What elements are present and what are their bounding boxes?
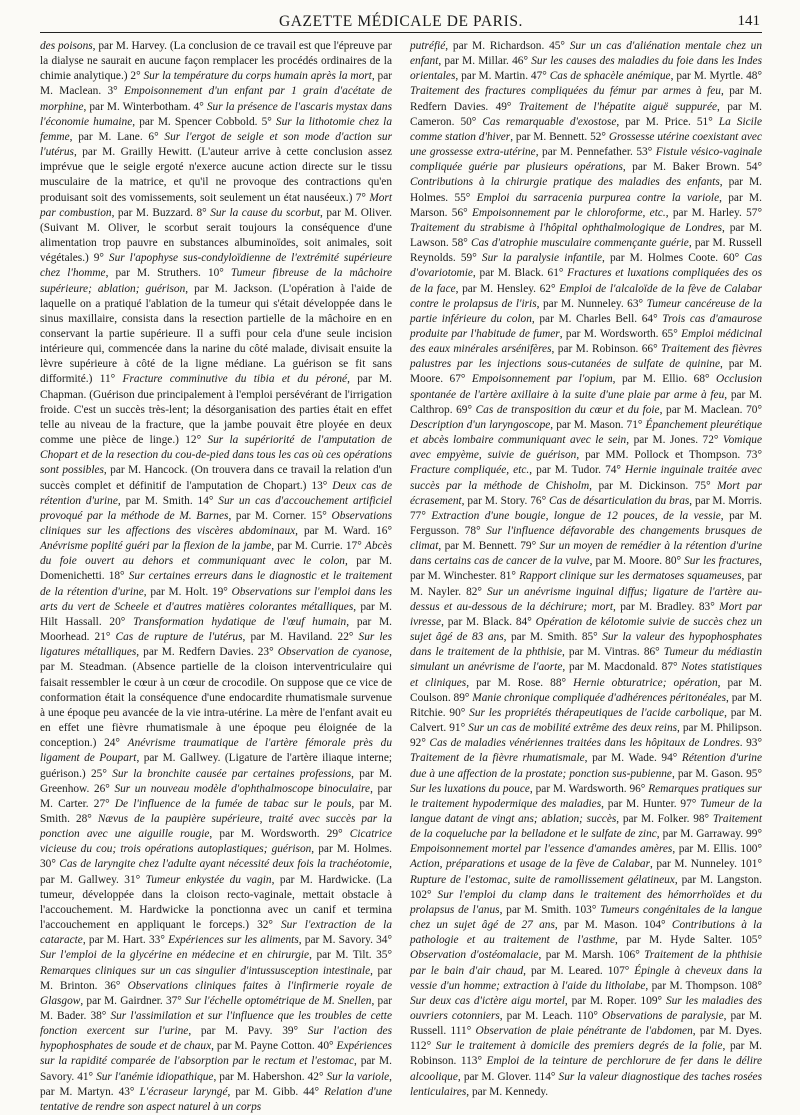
entry-text: , par M. Bradley. 83° (613, 600, 720, 613)
entry-text: , par M. Ritchie. 90° (410, 691, 762, 719)
entry-title: Emploi médicinal des eaux minérales arsénifères (410, 327, 762, 356)
entry-title: Anévrisme poplité guéri par la flexion de la jambe (40, 540, 272, 553)
entry-text: , par M. Nunneley. 101° (650, 858, 762, 871)
entry-text: , par M. Richardson. 45° (445, 40, 570, 52)
entry-text: , par M. Vintras. 86° (562, 646, 664, 659)
entry-title: L'écraseur laryngé (139, 1085, 228, 1098)
entry-title: Observations de paralysie (602, 1010, 724, 1022)
entry-title: Sur la lithotomie chez la femme (40, 115, 392, 143)
right-column (410, 39, 763, 1098)
entry-text: , par M. Gallwey. (Ligature de l'artère iliaque interne; guérison.) 25° (40, 752, 393, 780)
entry-title: Sur l'emploi du clamp dans le traitement des hémorrhoïdes et du prolapsus de l'anus (410, 888, 763, 916)
entry-title: Sur la bronchite causée par certaines professions (112, 767, 352, 780)
entry-text: , par M. Buzzard. 8° (111, 206, 211, 219)
entry-text: , par M. Moore. 67° (410, 358, 762, 386)
entry-title: Observation de cyanose (277, 646, 390, 659)
entry-text: , par M. Gairdner. 37° (80, 994, 186, 1007)
entry-text: , par M. Gallwey. 31° (40, 858, 393, 886)
entry-text: , par MM. Pollock et Thompson. 73° (576, 449, 763, 462)
entry-title: Notes statistiques et cliniques (410, 661, 762, 689)
entry-text: , par M. Payne Cotton. 40° (211, 1040, 337, 1053)
entry-title: putréfié (410, 40, 446, 52)
entry-text: , par M. Bader. 38° (40, 994, 393, 1022)
entry-text: , par M. Moorhead. 21° (40, 615, 393, 644)
entry-title: Hernie obturatrice; opération (573, 676, 718, 689)
entry-text: , par M. Hardwicke. (La tumeur, développée dans la cloison recto-vaginale, mettait obstacle à l'accouchement. M. Hardwicke la ponctionna avec un canif et termina l'accouchement en appliquant le forceps.) 32° (40, 873, 392, 932)
left-column (40, 39, 393, 1113)
entry-text: , par M. Tudor. 74° (529, 464, 626, 477)
entry-text: , par M. Calvert. 91° (410, 706, 762, 735)
entry-text: , par M. Ward. 16° (295, 525, 392, 537)
entry-title: Sur l'assimilation et sur l'influence que les troubles de cette fonction exercent sur l'urine (40, 1010, 392, 1038)
entry-text: , par M. Nunneley. 63° (536, 297, 647, 310)
entry-text: , par M. Thompson. 108° (645, 979, 762, 992)
entry-title: Sur un nouveau modèle d'ophthalmoscope binoculaire (114, 782, 371, 795)
entry-text: , par M. Hyde Salter. 105° (615, 934, 762, 947)
entry-title: Sur le traitement à domicile des premiers degrés de la folie (435, 1040, 723, 1053)
entry-text: , par M. Bennett. 52° (510, 130, 609, 143)
entry-title: Sur l'anémie idiopathique (96, 1070, 214, 1083)
entry-title: Tumeur cancéreuse de la partie inférieure du colon (410, 297, 762, 325)
entry-text: , par M. Price. 51° (616, 115, 719, 128)
entry-title: Abcès du foie ouvert au dehors et communiquant avec le colon (40, 540, 392, 568)
entry-text: , par M. Garraway. 99° (656, 828, 762, 841)
entry-text: , par M. Cameron. 50° (410, 100, 762, 128)
entry-title: Sur les luxations du pouce (410, 782, 530, 795)
entry-title: Traitement de la fièvre rhumatismale (410, 752, 585, 765)
entry-text: , par M. Habershon. 42° (213, 1070, 327, 1083)
entry-text: , par M. Millar. 46° (438, 55, 532, 68)
entry-title: Remarques pratiques sur le traitement hypodermique des maladies (410, 782, 762, 810)
entry-text: , par M. Wade. 94° (584, 752, 682, 765)
entry-title: Tumeur du médiastin simulant un anévrisme de l'aorte (410, 646, 763, 674)
entry-text: , par M. Dickinson. 75° (589, 479, 718, 492)
entry-text: , par M. Charles Bell. 64° (531, 312, 663, 325)
entry-title: Sur l'extraction de la cataracte (40, 919, 392, 947)
entry-text: , par M. Gibb. 44° (227, 1085, 325, 1098)
entry-title: Sur certaines erreurs dans le diagnostic et le traitement de la rétention d'urine (40, 570, 392, 598)
entry-title: Fracture comminutive du tibia et du péroné (122, 373, 348, 386)
entry-text: , par M. Hilt Hassall. 20° (40, 600, 392, 628)
entry-text: , par M. Ellio. 68° (612, 373, 716, 386)
text-columns (40, 39, 763, 1113)
entry-text: , par M. Harley. 57° (665, 206, 762, 219)
entry-text: , par M. Winchester. 81° (410, 555, 762, 583)
entry-title: Observations sur l'emploi dans les arts du vert de Scheele et d'autres matières colorantes métalliques (40, 585, 392, 613)
entry-text: , par M. Russell. 111° (410, 1010, 762, 1038)
entry-text: , par M. Spencer Cobbold. 5° (132, 115, 276, 128)
entry-text: , par M. Winterbotham. 4° (83, 100, 207, 113)
entry-text: , par M. Hancock. (On trouvera dans ce travail la relation d'un succès complet et définitif de l'amputation de Chopart.) 13° (40, 464, 393, 492)
entry-text: , par M. Oliver. (Suivant M. Oliver, le scorbut serait toujours la conséquence d'une alimentation trop pauvre en substances albuminoïdes, soit animales, soit végétales.) 9° (40, 206, 392, 265)
entry-text: , par M. Holmes. 55° (410, 176, 762, 204)
entry-title: Mort par ivresse (410, 600, 762, 628)
entry-text: , par M. Leach. 110° (499, 1010, 603, 1022)
entry-text: , par M. Smith. 28° (40, 797, 392, 825)
entry-title: Sur les propriétés thérapeutiques de l'acide carbolique (469, 706, 725, 719)
entry-title: Cas de laryngite chez l'adulte ayant nécessité deux fois la trachéotomie (59, 858, 390, 871)
entry-title: Rétention d'urine due à une affection de la prostate; ponction sus-pubienne (410, 752, 762, 780)
entry-text: , par M. Pavy. 39° (188, 1025, 308, 1038)
entry-text: , par M. Wardsworth. 96° (529, 782, 649, 795)
entry-text: , par M. Kennedy. (466, 1085, 549, 1098)
entry-text: , par M. Redfern Davies. 23° (136, 646, 278, 659)
entry-title: Occlusion spontanée de l'artère axillaire à la suite d'une plaie par arme à feu (410, 373, 762, 401)
entry-title: Sur un anévrisme inguinal diffus; ligature de l'artère au-dessus et au-dessous de la déchirure; mort (410, 585, 762, 613)
entry-title: Traitement de la phthisie par le bain d'air chaud (410, 949, 762, 977)
entry-text: , par M. Haviland. 22° (242, 631, 359, 644)
entry-title: Sur l'ergot de seigle et son mode d'action sur l'utérus (40, 130, 392, 159)
entry-title: Emploi de l'alcaloïde de la fève de Calabar contre le prolapsus de l'iris (410, 282, 762, 310)
entry-text: , par M. Dyes. 112° (410, 1025, 762, 1053)
entry-text: , par M. Greenhow. 26° (40, 767, 392, 795)
entry-title: des poisons (40, 40, 93, 52)
entry-title: Sur la paralysie infantile (481, 252, 603, 265)
entry-text: , par M. Maclean. 3° (40, 70, 393, 98)
entry-text: , par M. Morris. 77° (410, 494, 762, 522)
entry-title: Observations cliniques faites à l'infirmerie royale de Glasgow (40, 979, 392, 1007)
entry-text: , par M. Jackson. (L'opération à l'aide de laquelle on a pratiqué l'ablation de la tumeur qui s'était développée dans le sinus maxillaire, consista dans la resection partielle de la mâchoire en en conservant la partie supérieure. Il a suffi pour cela d'une seule incision intérieure qui, commencée dans la narine du côté malade, divisait ensuite la lèvre supérieure à côté de la ligne médiane. La guérison se fit sans difformité.) 11° (40, 282, 393, 386)
entry-title: Sur les fractures (684, 555, 760, 568)
entry-text: , par M. Fergusson. 78° (410, 509, 762, 537)
entry-text: , par M. Langston. 102° (410, 873, 762, 901)
entry-title: Sur la valeur diagnostique des taches rosées lenticulaires (410, 1070, 762, 1098)
entry-title: Empoisonnement par le chloroforme, etc. (471, 206, 666, 219)
entry-text: , par M. Hart. 33° (82, 934, 169, 947)
entry-title: Vomique avec empyème, suivie de guérison (410, 434, 762, 462)
entry-title: Cas de sphacèle anémique (549, 70, 671, 83)
entry-title: Empoisonnement d'un enfant par 1 grain d'acétate de morphine (40, 85, 392, 113)
entry-title: Contributions à la chirurgie pratique des maladies des enfants (410, 176, 720, 189)
entry-text: , par M. Myrtle. 48° (670, 70, 763, 83)
entry-text: , par M. Pennefather. 53° (535, 146, 656, 159)
entry-title: Empoisonnement mortel par l'essence d'amandes amères (410, 843, 673, 856)
entry-title: Transformation hydatique de l'œuf humain (133, 615, 347, 628)
entry-text: , par M. Jones. 72° (626, 434, 723, 447)
entry-title: Sur l'influence défavorable des changements brusques de climat (410, 525, 762, 553)
entry-text: , par M. Moore. 80° (589, 555, 685, 568)
entry-title: Fracture compliquée, etc. (410, 464, 530, 477)
entry-text: , par M. Currie. 17° (271, 540, 365, 553)
entry-text: , par M. Brinton. 36° (40, 964, 393, 992)
entry-text: , par M. Wordsworth. 29° (209, 828, 350, 841)
entry-text: , par M. Roper. 109° (564, 994, 666, 1007)
entry-title: Sur les causes des maladies du foie dans les Indes orientales (410, 55, 762, 83)
entry-text: , par M. Domenichetti. 18° (40, 555, 392, 583)
entry-text: , par M. Harvey. (La conclusion de ce travail est que l'épreuve par la dialyse ne saurait en aucune façon remplacer les procédés ordinaires de la chimie analytique.) 2° (40, 40, 392, 83)
entry-text: , par M. Hensley. 62° (455, 282, 560, 295)
entry-title: Traitement des fractures compliquées du fémur par armes à feu (410, 85, 721, 98)
entry-text: , par M. Robinson. 113° (410, 1040, 762, 1068)
entry-text: , par M. Story. 76° (461, 494, 550, 507)
entry-title: Cas remarquable d'exostose (482, 115, 617, 128)
entry-title: Sur les maladies des ouvriers cotonniers (410, 994, 762, 1022)
entry-title: Opération de kélotomie suivie de succès chez un sujet âgé de 83 ans (410, 615, 762, 644)
entry-text: , par M. Ellis. 100° (672, 843, 762, 856)
entry-title: Observation d'ostéomalacie (410, 949, 539, 962)
entry-text: , par M. Corner. 15° (228, 509, 332, 522)
entry-title: Sur la cause du scorbut (210, 206, 321, 219)
entry-title: Sur l'apophyse sus-condyloïdienne de l'extrémité supérieure chez l'homme (40, 252, 392, 280)
entry-title: Sur l'emploi de la glycérine en médecine et en chirurgie (40, 949, 310, 962)
entry-title: Rupture de l'estomac, suite de ramollissement gélatineux (410, 873, 675, 886)
entry-title: Cas d'ovariotomie (410, 252, 762, 280)
entry-text: , par M. Smith. 103° (499, 903, 601, 916)
entry-text: , par M. Martyn. 43° (40, 1070, 392, 1098)
entry-text: , par M. Baker Brown. 54° (622, 161, 762, 174)
entry-title: Emploi de la teinture de perchlorure de fer dans le délire alcoolique (410, 1055, 762, 1083)
entry-title: Cas de maladies vénériennes traitées dans les hôpitaux de Londres (429, 737, 740, 750)
entry-text: , par M. Folker. 98° (616, 812, 713, 825)
entry-title: Sur l'action des hypophosphates de soude et de chaux (40, 1025, 393, 1053)
entry-text: , par M. Marsh. 106° (538, 949, 645, 962)
entry-title: Tumeur fibreuse de la mâchoire supérieure; ablation; guérison (40, 267, 392, 295)
entry-text: , par M. Mason. 104° (554, 919, 672, 932)
entry-text: , par M. Wordsworth. 65° (559, 327, 682, 340)
entry-title: Extraction d'une bougie, longue de 12 pouces, de la vessie (431, 509, 721, 522)
right-column-text (410, 39, 762, 1100)
entry-text: , par M. Black. 84° (441, 615, 536, 628)
entry-text: , par M. Russell Reynolds. 59° (410, 237, 763, 265)
entry-title: Remarques cliniques sur un cas singulier d'intussusception intestinale (40, 964, 371, 977)
entry-title: Manie chronique compliquée d'adhérences péritonéales (472, 691, 727, 704)
entry-title: Cas de rupture de l'utérus (115, 631, 243, 644)
entry-text: , par M. Maclean. 70° (659, 403, 762, 416)
entry-title: Observations cliniques sur les affections des viscères abdominaux (40, 509, 392, 537)
entry-title: Sur l'échelle optométrique de M. Snellen (185, 994, 372, 1007)
entry-text: , par M. Tilt. 35° (309, 949, 392, 962)
entry-title: Traitement des fièvres palustres par les injections sous-cutanées de sulfate de quinine (410, 343, 762, 371)
journal-title: GAZETTE MÉDICALE DE PARIS. (278, 13, 524, 30)
entry-title: Traitement de la coqueluche par la belladone et le sulfate de zinc (410, 812, 762, 841)
page-header (40, 10, 762, 33)
entry-text: , par M. Steadman. (Absence partielle de la cloison interventriculaire qui faisait ressembler le cœur à un cœur de crocodile. On suppose que ce vice de conformation était la conséquence d'une endocardite rhumatismale survenue à une époque peu avancée de la vie intra-utérine. La mère de l'enfant avait eu en effet une fièvre rhumatismale à une époque peu éloignée de la conception.) 24° (40, 646, 392, 750)
entry-text: , par M. Smith. 14° (117, 494, 219, 507)
entry-title: Tumeurs congénitales de la langue chez un sujet âgé de 27 ans (410, 903, 762, 932)
entry-title: Rapport clinique sur les dermatoses squameuses (519, 570, 742, 583)
entry-text: , par M. Martin. 47° (455, 70, 550, 83)
entry-title: Sur un moyen de remédier à la rétention d'urine dans certains cas de cancer de la vulve (410, 540, 763, 568)
entry-title: Cas de désarticulation du bras (549, 494, 690, 507)
entry-title: De l'influence de la fumée de tabac sur le pouls (114, 797, 352, 810)
entry-text: , par M. Hunter. 97° (601, 797, 701, 810)
entry-title: La Sicile comme station d'hiver (410, 115, 762, 143)
entry-text: , par M. Lawson. 58° (410, 221, 763, 250)
entry-title: Expériences sur les aliments (168, 934, 299, 947)
entry-text: , par M. Coulson. 89° (410, 676, 763, 704)
entry-title: Emploi du sarracenia purpurea contre la variole (476, 191, 720, 204)
entry-text: , par M. Grailly Hewitt. (L'auteur arrive à cette conclusion assez imprévue que le seigle ergoté n'exerce aucune action directe sur le tissu musculaire de la matrice, et qu'il ne provoque des contractions qu'en produisant soit des vomissements, soit seulement un état nauséeux.) 7° (40, 146, 392, 204)
entry-title: Sur un cas d'aliénation mentale chez un enfant (410, 40, 762, 68)
entry-text: , par M. Savory. 34° (298, 934, 393, 947)
entry-title: Grossesse utérine coexistant avec une grossesse extra-utérine (410, 130, 762, 159)
entry-text: , par M. Gason. 95° (671, 767, 762, 780)
entry-title: Tumeur de la langue datant de vingt ans; ablation; succès (410, 797, 762, 825)
entry-title: Mort par écrasement (410, 479, 762, 507)
entry-title: Sur la température du corps humain après la mort (143, 70, 372, 83)
entry-title: Sur la variole (326, 1070, 390, 1083)
entry-text: , par M. Carter. 27° (40, 782, 392, 810)
entry-text: , par M. Marson. 56° (410, 191, 762, 219)
entry-title: Trois cas d'amaurose produite par l'habitude de fumer (410, 312, 763, 340)
entry-title: Sur un cas de mobilité extrême des deux reins (468, 722, 678, 735)
left-column-text (40, 39, 392, 1115)
entry-text: , par M. Lane. 6° (69, 130, 165, 143)
entry-title: Tumeur enkystée du vagin (145, 873, 272, 886)
entry-title: Deux cas de rétention d'urine (40, 479, 392, 507)
entry-title: Empoisonnement par l'opium (471, 373, 613, 386)
entry-text: , par M. Glover. 114° (457, 1070, 559, 1083)
entry-title: Traitement du strabisme à l'hôpital ophthalmologique de Londres (410, 221, 723, 234)
entry-text: , par M. Holt. 19° (143, 585, 232, 598)
entry-text: , par M. Macdonald. 87° (562, 661, 682, 674)
entry-title: Cas d'atrophie musculaire commençante guérie (471, 237, 689, 250)
entry-text: , par M. Smith. 85° (503, 631, 603, 644)
entry-title: Hernie inguinale traitée avec succès par la méthode de Chisholm (410, 464, 762, 492)
entry-title: Sur un cas d'accouchement artificiel provoqué par la méthode de M. Barnes (40, 494, 393, 522)
entry-title: Description d'un laryngoscope (410, 418, 551, 431)
entry-text: , par M. Philipson. 92° (410, 722, 763, 750)
entry-text: , par M. Struthers. 10° (105, 267, 231, 280)
entry-text: , par M. Holmes Coote. 60° (602, 252, 745, 265)
entry-text: , par M. Holmes. 30° (40, 843, 393, 871)
entry-title: Sur deux cas d'ictère aigu mortel (410, 994, 565, 1007)
entry-text: . 93° (739, 737, 762, 750)
entry-title: Sur la supériorité de l'amputation de Chopart et de la resection du cou-de-pied dans tous les cas où ces opérations sont possibles (40, 434, 393, 477)
entry-title: Relation d'une tentative de rendre son aspect naturel à un corps (40, 1085, 392, 1113)
entry-title: Sur les ligatures métalliques (40, 631, 392, 659)
entry-text: , par M. Black. 61° (472, 267, 568, 280)
entry-title: Épingle à cheveux dans la vessie d'un homme; extraction à l'aide du litholabe (410, 964, 763, 992)
page-number: 141 (737, 13, 760, 29)
entry-title: Cas de transposition du cœur et du foie (475, 403, 660, 416)
entry-title: Mort par combustion (40, 191, 392, 219)
entry-title: Observation de plaie pénétrante de l'abdomen (475, 1025, 693, 1038)
entry-text: , par M. Savory. 41° (40, 1055, 392, 1083)
entry-title: Expériences sur la rapidité comparée de l'absorption par le rectum et l'estomac (40, 1040, 392, 1068)
entry-title: Nævus de la paupière supérieure, traité avec succès par la ponction avec une aiguille rougie (40, 812, 392, 841)
entry-text: , par M. Chapman. (Guérison due principalement à l'emploi persévérant de l'irrigation froide. C'est un succès très-lent; la désorganisation des parties était en effet telle au niveau de la fracture, que la jambe pouvait être ployée en deux comme une pièce de linge.) 12° (40, 373, 392, 447)
entry-title: Traitement de l'hépatite aiguë suppurée (518, 100, 718, 113)
entry-title: Cicatrice vicieuse du cou; trois opérations autoplastiques; guérison (40, 828, 392, 856)
entry-title: Contributions à la pathologie et au traitement de l'asthme (410, 919, 762, 947)
entry-text: , par M. Mason. 71° (550, 418, 646, 431)
entry-text: , par M. Nayler. 82° (410, 570, 762, 598)
entry-text: , par M. Redfern Davies. 49° (410, 85, 762, 113)
entry-title: Sur la valeur des hypophosphates dans le traitement de la phthisie (410, 631, 762, 659)
entry-title: Épanchement pleurétique et abcès lombaire communiquant avec le sein (410, 418, 762, 447)
entry-title: Sur la présence de l'ascaris mystax dans l'économie humaine (40, 100, 393, 128)
entry-title: Fractures et luxations compliquées des os de la face (410, 267, 762, 295)
entry-text: , par M. Robinson. 66° (551, 343, 662, 356)
entry-title: Action, préparations et usage de la fève de Calabar (410, 858, 651, 871)
entry-title: Anévrisme traumatique de l'artère fémorale près du ligament de Poupart (40, 737, 393, 765)
entry-title: Fistule vésico-vaginale compliquée guérie par plusieurs opérations (410, 146, 762, 174)
entry-text: , par M. Leared. 107° (523, 964, 635, 977)
entry-text: , par M. Bennett. 79° (438, 540, 540, 553)
entry-text: , par M. Calthrop. 69° (410, 388, 762, 416)
entry-text: , par M. Rose. 88° (466, 676, 574, 689)
